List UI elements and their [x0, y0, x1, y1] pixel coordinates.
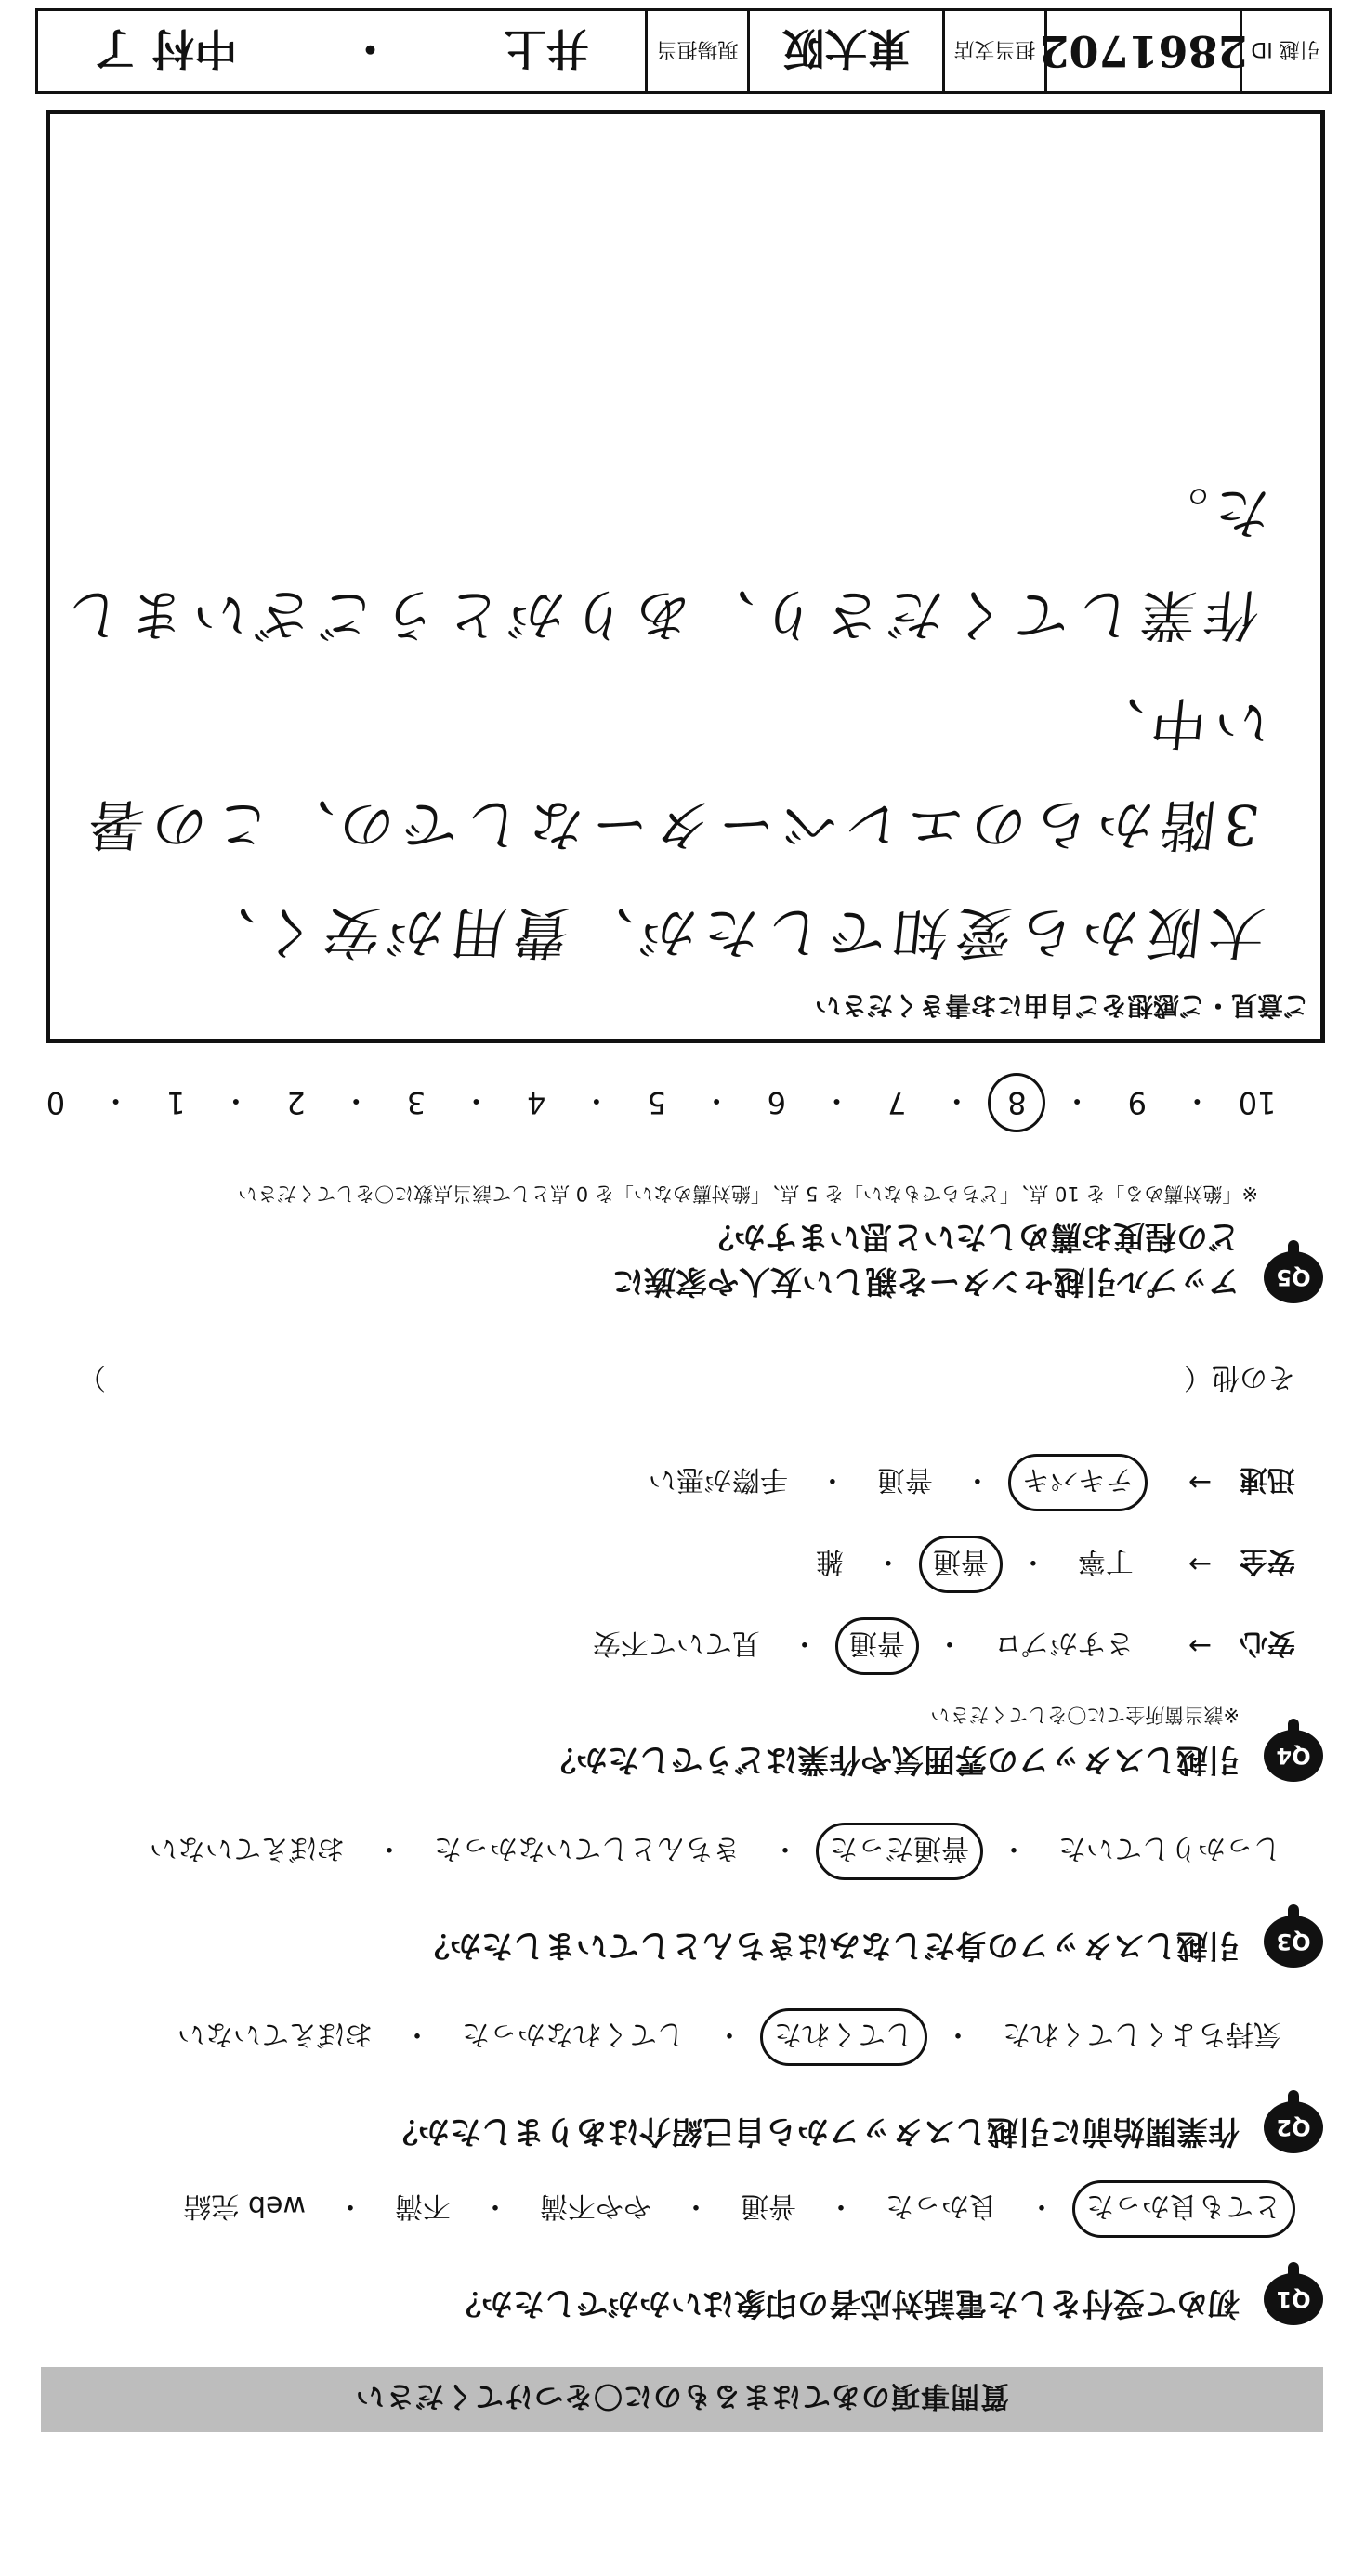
id-label: 引越 ID: [1251, 37, 1320, 61]
q5-score[interactable]: 4: [527, 1085, 546, 1120]
id-value: 2861702: [1039, 26, 1248, 76]
q4-option-selected[interactable]: テキパキ: [1008, 1454, 1148, 1511]
q1-badge: Q1: [1264, 2273, 1323, 2325]
branch-value-cell: [747, 11, 942, 91]
staff-value: 中村 了: [94, 23, 238, 73]
id-row: [35, 8, 1332, 94]
q4-option[interactable]: 丁寧: [1077, 1545, 1134, 1577]
q5-title-line1: アップル引越センターを親しい友人や家族に: [612, 1262, 1240, 1300]
arrow-right-icon: →: [1188, 1548, 1212, 1581]
q3-option[interactable]: きちんとしていなかった: [434, 1832, 741, 1864]
q3-badge: Q3: [1264, 1916, 1323, 1968]
question-q5: [27, 1073, 1323, 1303]
q4-badge: Q4: [1264, 1730, 1323, 1782]
q3-options: しっかりしていた ・ 普通だった ・ きちんとしていなかった ・ おぼえていない: [27, 1823, 1295, 1880]
q3-option-selected[interactable]: 普通だった: [816, 1823, 983, 1880]
q4-row-anshin: 安心 → さすがプロ ・ 普通 ・ 見ていて不安: [27, 1605, 1295, 1687]
q4-note: ※該当箇所全てに〇をしてください: [930, 1704, 1240, 1726]
q2-option-selected[interactable]: してくれた: [760, 2008, 927, 2066]
q1-options: とても良かった ・ 良かった ・ 普通 ・ やや不満 ・ 不満 ・ web 完結: [27, 2180, 1295, 2238]
branch-label-cell: [942, 11, 1044, 91]
q5-score[interactable]: 0: [46, 1085, 66, 1120]
q4-row-label: 安全: [1240, 1545, 1295, 1577]
q4-option[interactable]: 普通: [876, 1463, 933, 1496]
q4-other-label: その他（: [1184, 1361, 1295, 1393]
q4-row-label: 安心: [1240, 1627, 1295, 1659]
q5-score[interactable]: 9: [1127, 1085, 1147, 1120]
comment-box[interactable]: [46, 110, 1325, 1043]
q5-score[interactable]: 2: [286, 1085, 306, 1120]
handwritten-comment-line: 作業してくださり、ありがとうございました。: [55, 479, 1274, 647]
q5-badge: Q5: [1264, 1251, 1323, 1303]
q1-title: 初めて受付をした電話対応者の印象はいかがでしたか？: [450, 2284, 1240, 2321]
q4-option[interactable]: 手際が悪い: [648, 1463, 788, 1496]
q5-score[interactable]: 3: [406, 1085, 427, 1120]
q4-option[interactable]: 見ていて不安: [592, 1627, 760, 1659]
q5-title-line2: どの程度お薦めしたいと思いますか？: [702, 1218, 1240, 1255]
q1-option[interactable]: 不満: [395, 2190, 451, 2222]
handwritten-comment-line: 大阪から愛知でしたが、費用が安く、: [188, 899, 1268, 964]
q4-option-selected[interactable]: 普通: [919, 1536, 1003, 1593]
q4-other-field[interactable]: [106, 1360, 1184, 1401]
separator-dot: ・: [348, 23, 392, 73]
q5-score-selected[interactable]: 8: [989, 1073, 1046, 1132]
staff-cell: [38, 11, 645, 91]
q3-option[interactable]: しっかりしていた: [1058, 1832, 1281, 1864]
q4-option[interactable]: 雑: [815, 1545, 844, 1577]
branch-label: 担当支店: [953, 37, 1036, 61]
q2-title: 作業開始前に引越しスタッフから自己紹介はありましたか？: [387, 2112, 1240, 2150]
instruction-banner: 質問事項のあてはまるものに〇をつけてください: [41, 2367, 1323, 2432]
leader-label: 現場担当: [656, 37, 739, 61]
q3-title: 引越しスタッフの身だしなみはきちんとしていましたか？: [418, 1927, 1240, 1964]
q1-option[interactable]: 普通: [741, 2190, 796, 2222]
q4-title: 引越しスタッフの雰囲気や作業はどうでしたか？: [545, 1741, 1240, 1778]
handwritten-comment-line: 3階からのエレベーターなしでの、この暑い中、: [77, 689, 1274, 856]
q4-other-close: ）: [78, 1361, 106, 1393]
q3-option[interactable]: おぼえていない: [150, 1832, 345, 1864]
id-label-cell: [1240, 11, 1329, 91]
q4-row-label: 迅速: [1240, 1463, 1295, 1496]
q5-score[interactable]: 7: [886, 1085, 907, 1120]
q2-option[interactable]: 気持ちよくしてくれた: [1003, 2018, 1281, 2050]
q2-option[interactable]: してくれなかった: [462, 2018, 685, 2050]
q5-score[interactable]: 6: [767, 1085, 786, 1120]
leader-label-cell: [645, 11, 747, 91]
question-q4: [27, 1360, 1323, 1782]
q2-badge: Q2: [1264, 2101, 1323, 2153]
q1-option[interactable]: やや不満: [540, 2190, 651, 2222]
q4-option-selected[interactable]: 普通: [835, 1617, 919, 1675]
q1-option-selected[interactable]: とても良かった: [1072, 2180, 1295, 2238]
comment-title: ご意見・ご感想をご自由にお書きください: [814, 990, 1309, 1021]
q4-row-jinsoku: 迅速 → テキパキ ・ 普通 ・ 手際が悪い: [27, 1442, 1295, 1523]
q5-score[interactable]: 1: [166, 1085, 186, 1120]
q4-row-anzen: 安全 → 丁寧 ・ 普通 ・ 雑: [27, 1523, 1295, 1605]
q5-score[interactable]: 5: [647, 1085, 666, 1120]
q1-option[interactable]: 良かった: [886, 2190, 997, 2222]
arrow-right-icon: →: [1188, 1629, 1212, 1663]
q5-note: ※「絶対薦める」を 10 点、「どちらでもない」を 5 点、「絶対薦めない」を 0 点として該当点数に〇をしてください: [238, 1183, 1258, 1205]
branch-value: 東大阪: [781, 23, 911, 73]
q2-options: 気持ちよくしてくれた ・ してくれた ・ してくれなかった ・ おぼえていない: [27, 2008, 1295, 2066]
question-q3: [27, 1823, 1323, 1968]
question-q2: [27, 2008, 1323, 2153]
question-q1: [27, 2180, 1323, 2325]
arrow-right-icon: →: [1188, 1466, 1212, 1499]
q1-option[interactable]: web 完結: [183, 2190, 306, 2222]
q4-other: [27, 1360, 1295, 1401]
id-value-cell: [1039, 11, 1248, 91]
q5-scale: 10 ・ 9 ・ 8 ・ 7 ・ 6 ・ 5 ・ 4 ・ 3 ・ 2 ・ 1 ・ 0: [27, 1073, 1286, 1132]
q4-option[interactable]: さすがプロ: [993, 1627, 1134, 1659]
leader-value: 井上: [503, 23, 589, 73]
q2-option[interactable]: おぼえていない: [177, 2018, 373, 2050]
q5-score[interactable]: 10: [1238, 1085, 1277, 1120]
